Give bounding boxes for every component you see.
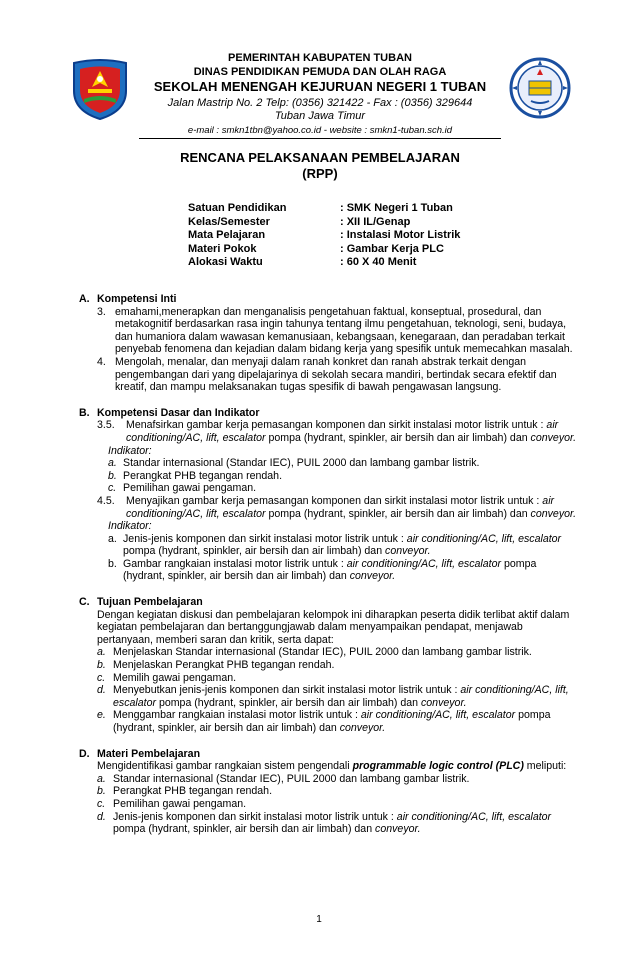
section-kompetensi-dasar — [79, 407, 579, 583]
list-item: c. Memilih gawai pengaman. — [97, 671, 237, 684]
section-kompetensi-inti — [79, 293, 579, 394]
section-heading: A. Kompetensi Inti — [79, 293, 177, 305]
list-item: 4. Mengolah, menalar, dan menyaji dalam ranah konkret dan ranah abstrak terkait dengan pengembangan dari yang dipelajarinya di sekolah secara mandiri, bertindak secara efektif dan kreatif, dan mampu melaksanakan tugas spesifik di bawah pengawasan langsung. — [97, 355, 557, 394]
letterhead-contact: e-mail : smkn1tbn@yahoo.co.id - website : smkn1-tuban.sch.id — [187, 125, 453, 136]
section-tujuan-pembelajaran — [79, 596, 579, 735]
kd-item: 3.5. Menafsirkan gambar kerja pemasangan komponen dan sirkit instalasi motor listrik untuk : air conditioning/AC, lift, escalator pompa (hydrant, spinkler, air bersih dan air limbah) dan conveyor. — [97, 419, 577, 444]
letterhead-school-name: SEKOLAH MENENGAH KEJURUAN NEGERI 1 TUBAN — [153, 79, 487, 94]
letterhead-department: DINAS PENDIDIKAN PEMUDA DAN OLAH RAGA — [193, 66, 447, 78]
letterhead-divider — [139, 138, 501, 139]
document-page: PEMERINTAH KABUPATEN TUBAN DINAS PENDIDIKAN PEMUDA DAN OLAH RAGA SEKOLAH MENENGAH KEJURUAN NEGERI 1 TUBAN Jalan Mastrip No. 2 Telp: (0356) 321422 - Fax : (0356) 329644 Tuban Jawa Timur e-mail : smkn1tbn@yahoo.co.id - website : smkn1-tuban.sch.id RENCANA PELAKSANAAN PEMBELAJARAN (RPP) Satuan Pendidikan : SMK Negeri 1 Tuban Kelas/Semester : XII IL/Genap Mata Pelajaran : Instalasi Motor Listrik Materi Pokok : Gambar Kerja PLC Alokasi Waktu : 60 X 40 Menit A. Kompetensi Inti 3. emahami,menerapkan dan menganalisis pengetahuan faktual, konseptual, prosedural, dan metakognitif berdasarkan rasa ingin tahunya tentang ilmu pengetahuan, teknologi, seni, budaya, dan humaniora dalam wawasan kemanusiaan, kebangsaan, kenegaraan, dan peradaban terkait penyebab fenomena dan kejadian dalam bidang kerja yang spesifik untuk memecahkan masalah. 4. Mengolah, menalar, dan menyaji dalam ranah konkret dan ranah abstrak terkait dengan pengembangan dari yang dipelajarinya di sekolah secara mandiri, bertindak secara efektif dan kreatif, dan mampu melaksanakan tugas spesifik di bawah pengawasan langsung. B. Kompetensi Dasar dan Indikator 3.5. Menafsirkan gambar kerja pemasangan komponen dan sirkit instalasi motor listrik untuk : air conditioning/AC, lift, escalator pompa (hydrant, spinkler, air bersih dan air limbah) dan conveyor. Indikator: a. Standar internasional (Standar IEC), PUIL 2000 dan lambang gambar listrik. b. Perangkat PHB tegangan rendah. c. Pemilihan gawai pengaman. 4.5. Menyajikan gambar kerja pemasangan komponen dan sirkit instalasi motor listrik untuk : air conditioning/AC, lift, escalator pompa (hydrant, spinkler, air bersih dan air limbah) dan conveyor. Indikator: a. Jenis-jenis komponen dan sirkit instalasi motor listrik untuk : air conditioning/AC, lift, escalator pompa (hydrant, spinkler, air bersih dan air limbah) dan conveyor. b. Gambar rangkaian instalasi motor listrik untuk : air conditioning/AC, lift, escalator pompa (hydrant, spinkler, air bersih dan air limbah) dan conveyor. C. Tujuan Pembelajaran Dengan kegiatan diskusi dan pembelajaran kelompok ini diharapkan peserta didik terlibat aktif dalam kegiatan pembelajaran dan bertanggungjawab dalam menyampaikan pendapat, menjawab pertanyaan, memberi saran dan kritik, serta dapat: a. Menjelaskan Standar internasional (Standar IEC), PUIL 2000 dan lambang gambar listrik. b. Menjelaskan Perangkat PHB tegangan rendah. c. Memilih gawai pengaman. d. Menyebutkan jenis-jenis komponen dan sirkit instalasi motor listrik untuk : air conditioning/AC, lift, escalator pompa (hydrant, spinkler, air bersih dan air limbah) dan conveyor. e. Menggambar rangkaian instalasi motor listrik untuk : air conditioning/AC, lift, escalator pompa (hydrant, spinkler, air bersih dan air limbah) dan conveyor. D. Materi Pembelajaran Mengidentifikasi gambar rangkaian sistem pengendali programmable logic control (PLC) meliputi: a. Standar internasional (Standar IEC), PUIL 2000 dan lambang gambar listrik. b. Perangkat PHB tegangan rendah. c. Pemilihan gawai pengaman. d. Jenis-jenis komponen dan sirkit instalasi motor listrik untuk : air conditioning/AC, lift, escalator pompa (hydrant, spinkler, air bersih dan air limbah) dan conveyor. 1 — [0, 0, 638, 979]
letterhead-government: PEMERINTAH KABUPATEN TUBAN — [228, 52, 412, 64]
indikator-label: Indikator: — [108, 520, 152, 533]
page-number: 1 — [316, 914, 322, 925]
list-item: d. Jenis-jenis komponen dan sirkit instalasi motor listrik untuk : air conditioning/AC, lift, escalator pompa (hydrant, spinkler, air bersih dan air limbah) dan conveyor. — [97, 810, 552, 836]
smkn1-tuban-logo — [509, 57, 571, 119]
document-subtitle: (RPP) — [302, 166, 338, 181]
section-heading: C. Tujuan Pembelajaran — [79, 596, 203, 609]
list-item: a. Menjelaskan Standar internasional (Standar IEC), PUIL 2000 dan lambang gambar listrik. — [97, 646, 532, 659]
section-heading: B. Kompetensi Dasar dan Indikator — [79, 406, 260, 419]
list-item: a. Standar internasional (Standar IEC), PUIL 2000 dan lambang gambar listrik. — [97, 772, 470, 785]
section-materi-pembelajaran — [79, 748, 579, 836]
section-intro: Dengan kegiatan diskusi dan pembelajaran kelompok ini diharapkan peserta didik terlibat aktif dalam kegiatan pembelajaran dan bertanggungjawab dalam menyampaikan pendapat, menjawab pertanyaan, memberi saran dan kritik, serta dapat: — [97, 608, 570, 646]
list-item: c. Pemilihan gawai pengaman. — [108, 482, 257, 495]
kabupaten-tuban-emblem — [70, 57, 130, 121]
letterhead-address: Jalan Mastrip No. 2 Telp: (0356) 321422 - Fax : (0356) 329644 — [167, 97, 473, 109]
list-item: b. Perangkat PHB tegangan rendah. — [108, 469, 283, 482]
section-intro: Mengidentifikasi gambar rangkaian sistem pengendali programmable logic control (PLC) meliputi: — [97, 760, 567, 773]
list-item: e. Menggambar rangkaian instalasi motor listrik untuk : air conditioning/AC, lift, escalator pompa (hydrant, spinkler, air bersih dan air limbah) dan conveyor. — [97, 709, 551, 734]
document-body — [79, 293, 579, 849]
list-item: b. Gambar rangkaian instalasi motor listrik untuk : air conditioning/AC, lift, escalator pompa (hydrant, spinkler, air bersih dan air limbah) dan conveyor. — [108, 557, 537, 583]
list-item: b. Menjelaskan Perangkat PHB tegangan rendah. — [97, 659, 335, 672]
list-item: c. Pemilihan gawai pengaman. — [97, 797, 247, 810]
list-item: b. Perangkat PHB tegangan rendah. — [97, 785, 273, 798]
kd-item: 4.5. Menyajikan gambar kerja pemasangan komponen dan sirkit instalasi motor listrik untuk : air conditioning/AC, lift, escalator pompa (hydrant, spinkler, air bersih dan air limbah) dan conveyor. — [97, 494, 577, 520]
indikator-label: Indikator: — [108, 444, 152, 457]
section-heading: D. Materi Pembelajaran — [79, 747, 201, 760]
list-item: a. Standar internasional (Standar IEC), PUIL 2000 dan lambang gambar listrik. — [108, 457, 480, 470]
list-item: 3. emahami,menerapkan dan menganalisis pengetahuan faktual, konseptual, prosedural, dan metakognitif berdasarkan rasa ingin tahunya tentang ilmu pengetahuan, teknologi, seni, budaya, dan humaniora dalam wawasan kemanusiaan, kebangsaan, kenegaraan, dan peradaban terkait penyebab fenomena dan kejadian dalam bidang kerja yang spesifik untuk memecahkan masalah. — [97, 305, 573, 356]
list-item: a. Jenis-jenis komponen dan sirkit instalasi motor listrik untuk : air conditioning/AC, lift, escalator pompa (hydrant, spinkler, air bersih dan air limbah) dan conveyor. — [108, 532, 562, 558]
letterhead-city: Tuban Jawa Timur — [274, 110, 366, 122]
document-title: RENCANA PELAKSANAAN PEMBELAJARAN — [180, 150, 460, 165]
list-item: d. Menyebutkan jenis-jenis komponen dan sirkit instalasi motor listrik untuk : air conditioning/AC, lift, escalator pompa (hydrant, spinkler, air bersih dan air limbah) dan conveyor. — [97, 684, 569, 709]
